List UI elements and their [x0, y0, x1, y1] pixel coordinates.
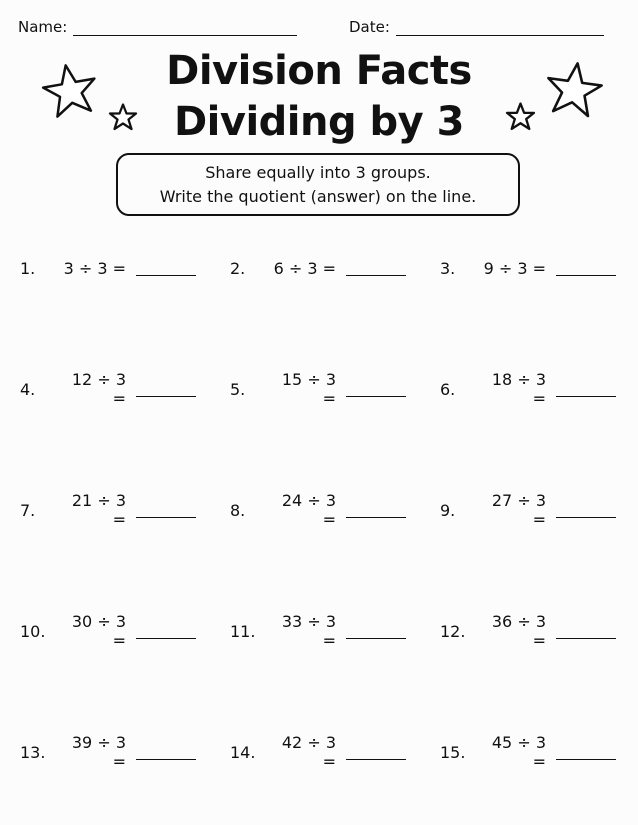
page-title: Division Facts: [166, 48, 472, 94]
problem-item: [20, 256, 196, 280]
name-label: Name:: [18, 18, 68, 36]
problem-number: 12.: [440, 621, 466, 641]
problem-item: [230, 612, 406, 650]
answer-line[interactable]: [556, 382, 616, 397]
answer-line[interactable]: [136, 503, 196, 518]
problem-number: 7.: [20, 500, 36, 520]
problem-number: 10.: [20, 621, 46, 641]
problem-expression: 45 ÷ 3 =: [491, 733, 546, 771]
problem-expression: 30 ÷ 3 =: [71, 612, 126, 650]
answer-line[interactable]: [346, 503, 406, 518]
problem-number: 2.: [230, 258, 246, 278]
problem-number: 3.: [440, 258, 456, 278]
answer-line[interactable]: [346, 261, 406, 276]
problem-expression: 36 ÷ 3 =: [491, 612, 546, 650]
answer-line[interactable]: [136, 261, 196, 276]
problem-item: [440, 256, 616, 280]
problem-number: 13.: [20, 742, 46, 762]
problem-expression: 27 ÷ 3 =: [491, 491, 546, 529]
problem-number: 9.: [440, 500, 456, 520]
answer-line[interactable]: [556, 503, 616, 518]
problem-expression: 15 ÷ 3 =: [281, 370, 336, 408]
problem-number: 14.: [230, 742, 256, 762]
problem-expression: 9 ÷ 3 =: [483, 258, 546, 278]
problem-item: [20, 612, 196, 650]
answer-line[interactable]: [136, 624, 196, 639]
problem-number: 4.: [20, 379, 36, 399]
problem-expression: 42 ÷ 3 =: [281, 733, 336, 771]
problem-item: [440, 612, 616, 650]
problem-expression: 6 ÷ 3 =: [273, 258, 336, 278]
problem-expression: 18 ÷ 3 =: [491, 370, 546, 408]
answer-line[interactable]: [346, 382, 406, 397]
problem-number: 11.: [230, 621, 256, 641]
problem-expression: 21 ÷ 3 =: [71, 491, 126, 529]
page-subtitle: Dividing by 3: [173, 99, 465, 145]
name-field: [18, 18, 297, 36]
problem-item: [230, 733, 406, 771]
problem-item: [440, 370, 616, 408]
problem-item: [20, 733, 196, 771]
problem-item: [230, 370, 406, 408]
problem-expression: 24 ÷ 3 =: [281, 491, 336, 529]
problem-item: [20, 491, 196, 529]
date-label: Date:: [349, 18, 390, 36]
problem-item: [440, 491, 616, 529]
problem-number: 8.: [230, 500, 246, 520]
problem-number: 6.: [440, 379, 456, 399]
answer-line[interactable]: [556, 624, 616, 639]
problem-item: [230, 491, 406, 529]
instructions-box: [116, 153, 520, 216]
answer-line[interactable]: [136, 382, 196, 397]
problem-item: [20, 370, 196, 408]
instructions-line-2: Write the quotient (answer) on the line.: [159, 187, 477, 206]
problem-item: [440, 733, 616, 771]
answer-line[interactable]: [556, 261, 616, 276]
problem-number: 15.: [440, 742, 466, 762]
name-input-line[interactable]: [73, 21, 297, 36]
date-input-line[interactable]: [396, 21, 604, 36]
instructions-line-1: Share equally into 3 groups.: [205, 163, 431, 182]
answer-line[interactable]: [346, 624, 406, 639]
problem-number: 1.: [20, 258, 36, 278]
answer-line[interactable]: [346, 745, 406, 760]
problem-expression: 12 ÷ 3 =: [71, 370, 126, 408]
problem-number: 5.: [230, 379, 246, 399]
answer-line[interactable]: [556, 745, 616, 760]
answer-line[interactable]: [136, 745, 196, 760]
problem-expression: 39 ÷ 3 =: [71, 733, 126, 771]
problem-expression: 3 ÷ 3 =: [63, 258, 126, 278]
problem-expression: 33 ÷ 3 =: [281, 612, 336, 650]
date-field: [349, 18, 604, 36]
problem-item: [230, 256, 406, 280]
